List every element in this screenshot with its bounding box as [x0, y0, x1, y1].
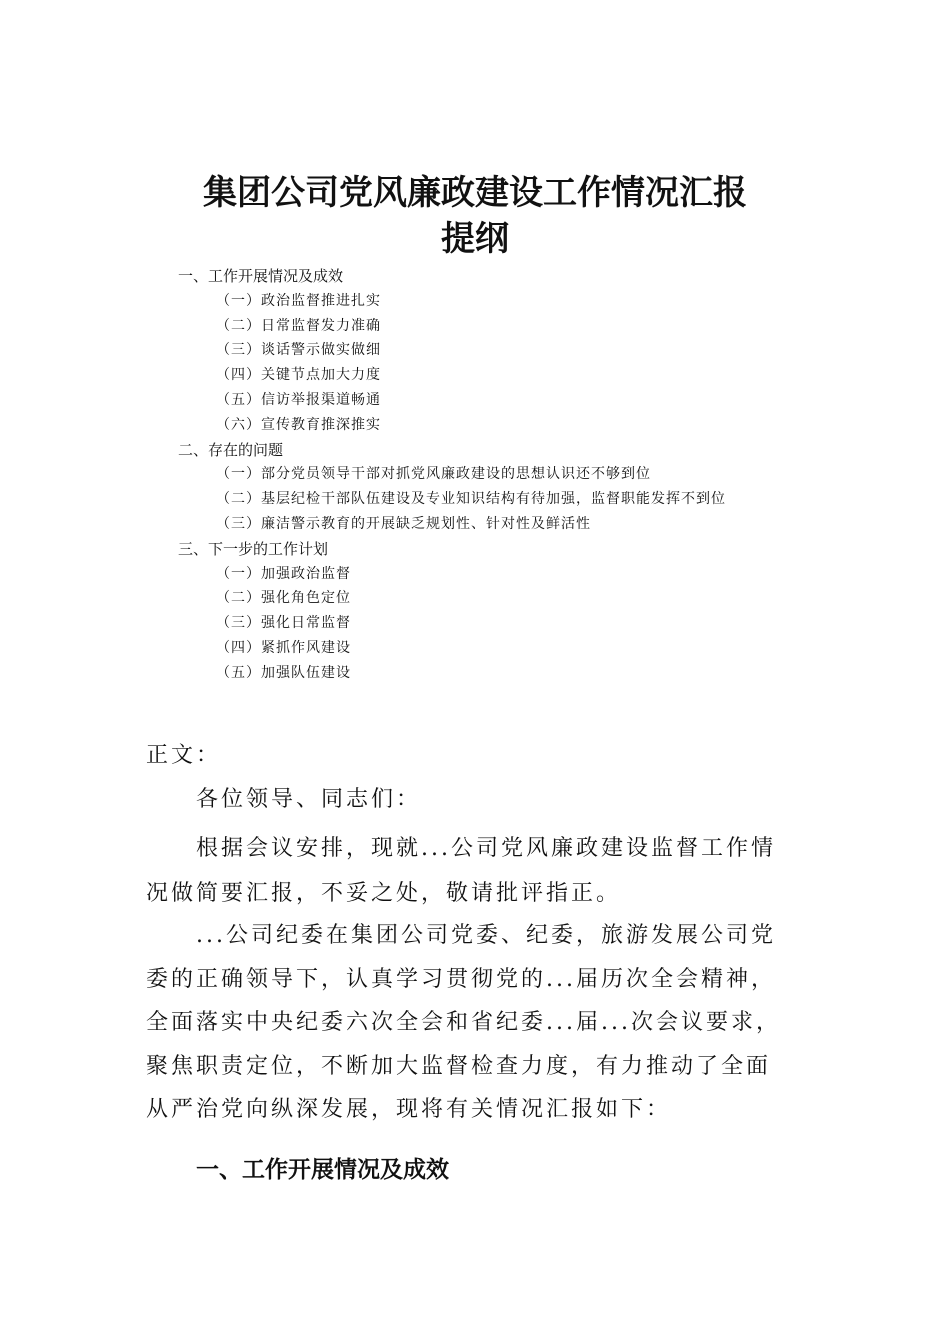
outline-item: （三）廉洁警示教育的开展缺乏规划性、针对性及鲜活性: [216, 515, 591, 532]
outline-item: （四）紧抓作风建设: [216, 639, 351, 656]
outline-item: （一）加强政治监督: [216, 565, 351, 582]
greeting: 各位领导、同志们：: [196, 787, 422, 812]
paragraph-line: ...公司纪委在集团公司党委、纪委，旅游发展公司党: [196, 923, 776, 948]
outline-item: （一）政治监督推进扎实: [216, 292, 381, 309]
document-title-line-1: 集团公司党风廉政建设工作情况汇报: [203, 173, 747, 213]
section-heading: 一、工作开展情况及成效: [196, 1157, 449, 1183]
outline-item: （二）日常监督发力准确: [216, 317, 381, 334]
outline-heading: 二、存在的问题: [178, 440, 284, 459]
outline-item: （五）信访举报渠道畅通: [216, 391, 381, 408]
outline-section-3: [0, 537, 950, 686]
outline-section-1: [0, 264, 950, 438]
paragraph-2: [146, 914, 810, 1132]
paragraph-line: 况做简要汇报，不妥之处，敬请批评指正。: [146, 881, 622, 906]
outline-item: （三）强化日常监督: [216, 615, 351, 632]
outline-item: （四）关键节点加大力度: [216, 367, 381, 384]
outline-item: （二）基层纪检干部队伍建设及专业知识结构有待加强，监督职能发挥不到位: [216, 491, 726, 508]
paragraph-line: 委的正确领导下，认真学习贯彻党的...届历次全会精神，: [146, 966, 776, 992]
outline-item: （一）部分党员领导干部对抓党风廉政建设的思想认识还不够到位: [216, 466, 651, 483]
paragraph-line: 根据会议安排，现就...公司党风廉政建设监督工作情: [196, 836, 776, 861]
body-label: 正文：: [146, 743, 222, 768]
outline-item: （二）强化角色定位: [216, 590, 351, 607]
paragraph-line: 全面落实中央纪委六次全会和省纪委...届...次会议要求，: [146, 1010, 781, 1035]
outline-section-2: [0, 438, 950, 537]
outline-heading: 一、工作开展情况及成效: [178, 267, 344, 285]
outline-item: （三）谈话警示做实做细: [216, 342, 381, 359]
outline: [0, 264, 950, 686]
paragraph-1: [146, 826, 810, 916]
paragraph-line: 从严治党向纵深发展，现将有关情况汇报如下：: [146, 1097, 672, 1122]
outline-item: （五）加强队伍建设: [216, 664, 351, 681]
document-title-line-2: 提纲: [441, 219, 509, 259]
outline-item: （六）宣传教育推深推实: [216, 416, 381, 433]
paragraph-line: 聚焦职责定位，不断加大监督检查力度，有力推动了全面: [146, 1053, 772, 1079]
outline-heading: 三、下一步的工作计划: [178, 539, 329, 558]
